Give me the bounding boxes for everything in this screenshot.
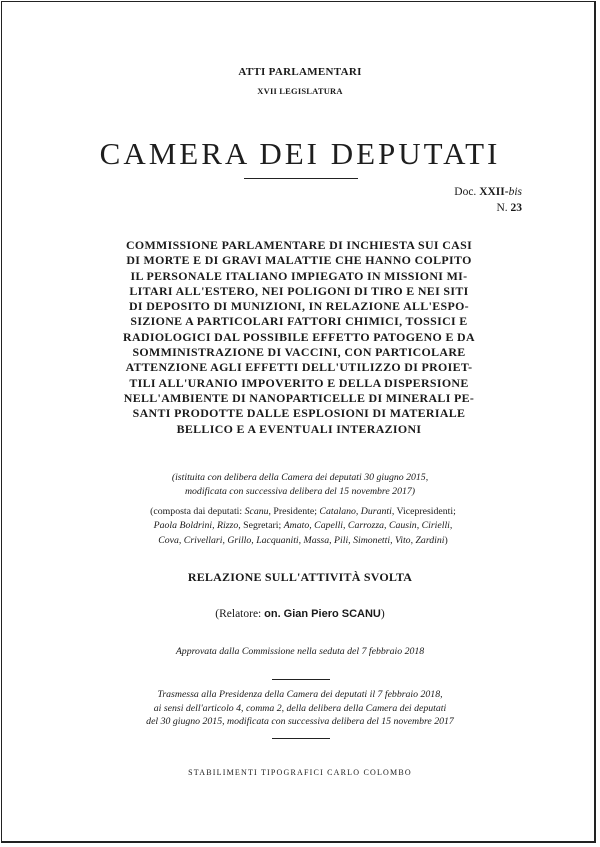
member-name: Amato, Capelli, Carrozza, Causin, Cirielli,	[283, 520, 453, 532]
legislatura-subheading: XVII LEGISLATURA	[257, 86, 343, 96]
commission-title-line: DI MORTE E DI GRAVI MALATTIE CHE HANNO COLPITO	[126, 253, 472, 268]
trasmessa-divider-bottom	[272, 738, 330, 739]
composition-text: , Vicepresidenti;	[391, 506, 456, 517]
commission-title-line: RADIOLOGICI DAL POSSIBILE EFFETTO PATOGENO E DA	[123, 329, 475, 344]
atti-parlamentari-heading: ATTI PARLAMENTARI	[238, 66, 362, 78]
composition-text: (composta dai deputati:	[150, 506, 245, 517]
doc-code: XXII-	[479, 186, 509, 198]
commission-title-line: SANTI PRODOTTE DALLE ESPLOSIONI DI MATERIALE	[132, 406, 466, 421]
document-number-block	[454, 184, 522, 216]
doc-number-prefix: N.	[496, 202, 508, 214]
relatore-line	[0, 608, 600, 620]
relatore-label: (Relatore:	[215, 608, 265, 620]
trasmessa-divider-top	[272, 679, 330, 680]
composition-line	[100, 519, 506, 533]
doc-number-line	[454, 200, 522, 216]
camera-dei-deputati-title: CAMERA DEI DEPUTATI	[99, 136, 501, 171]
commission-title-line: SOMMINISTRAZIONE DI VACCINI, CON PARTICOLARE	[132, 345, 466, 360]
title-divider	[244, 178, 358, 179]
member-name: Scanu	[244, 506, 269, 517]
trasmessa-line: del 30 giugno 2015, modificata con successiva delibera del 15 novembre 2017	[146, 716, 454, 728]
commission-title-line: NELL'AMBIENTE DI NANOPARTICELLE DI MINERALI PE-	[123, 390, 475, 405]
composition-text: )	[444, 534, 448, 546]
composition-text: , Presidente;	[268, 506, 320, 517]
commission-title	[86, 238, 512, 437]
doc-code-line	[454, 184, 522, 200]
composition-line	[100, 534, 506, 548]
composition-line	[100, 505, 506, 519]
istituita-line: (istituita con delibera della Camera dei deputati 30 giugno 2015,	[171, 472, 429, 483]
relatore-close: )	[380, 608, 385, 620]
member-name: Cova, Crivellari, Grillo, Lacquaniti, Massa, Pili, Simonetti, Vito, Zardini	[158, 534, 445, 546]
commission-title-line: COMMISSIONE PARLAMENTARE DI INCHIESTA SUI CASI	[125, 238, 473, 252]
printer-footer: STABILIMENTI TIPOGRAFICI CARLO COLOMBO	[188, 768, 412, 777]
member-name: Paola Boldrini, Rizzo	[153, 520, 239, 532]
composition-text: , Segretari;	[238, 520, 284, 532]
relazione-heading: RELAZIONE SULL'ATTIVITÀ SVOLTA	[187, 570, 413, 584]
doc-number: 23	[510, 202, 522, 214]
doc-prefix: Doc.	[454, 186, 477, 198]
approvata-note: Approvata dalla Commissione nella seduta del 7 febbraio 2018	[175, 646, 425, 657]
doc-code-suffix: bis	[508, 186, 522, 198]
trasmessa-note	[0, 688, 600, 729]
trasmessa-line: Trasmessa alla Presidenza della Camera dei deputati il 7 febbraio 2018,	[157, 689, 443, 700]
istituita-note	[0, 471, 600, 499]
commission-title-line: LITARI ALL'ESTERO, NEI POLIGONI DI TIRO E NEI SITI	[129, 283, 469, 298]
composition-note	[100, 505, 506, 548]
commission-title-line: DI DEPOSITO DI MUNIZIONI, IN RELAZIONE ALL'ESPO-	[128, 299, 469, 314]
commission-title-line: TILI ALL'URANIO IMPOVERITO E DELLA DISPERSIONE	[129, 375, 469, 390]
istituita-line: modificata con successiva delibera del 15 novembre 2017)	[184, 486, 416, 497]
member-name: Catalano, Duranti	[319, 506, 392, 517]
relatore-name: on. Gian Piero SCANU	[264, 608, 381, 620]
commission-title-line: ATTENZIONE AGLI EFFETTI DELL'UTILIZZO DI PROIET-	[125, 360, 473, 375]
commission-title-line: SIZIONE A PARTICOLARI FATTORI CHIMICI, TOSSICI E	[130, 314, 468, 329]
commission-title-line: IL PERSONALE ITALIANO IMPIEGATO IN MISSIONI MI-	[130, 268, 468, 283]
trasmessa-line: ai sensi dell'articolo 4, comma 2, della delibera della Camera dei deputati	[153, 702, 447, 714]
commission-title-line: BELLICO E A EVENTUALI INTERAZIONI	[176, 421, 422, 436]
